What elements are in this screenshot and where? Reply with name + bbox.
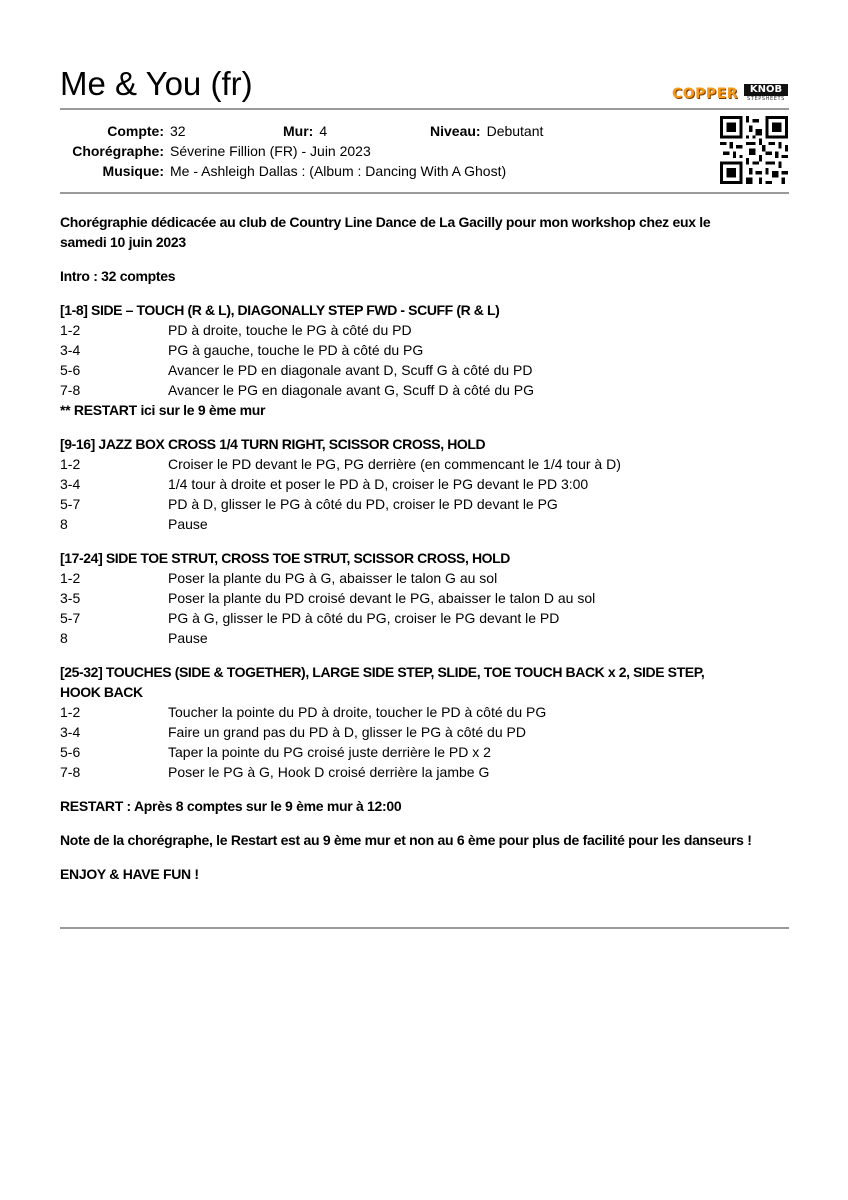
step-row xyxy=(60,380,790,400)
intro-count: Intro : 32 comptes xyxy=(60,268,176,284)
step-count: 5-6 xyxy=(60,744,81,760)
meta-count xyxy=(60,121,186,141)
step-description: Avancer le PD en diagonale avant D, Scuff G à côté du PD xyxy=(168,362,533,378)
restart-summary: RESTART : Après 8 comptes sur le 9 ème mur à 12:00 xyxy=(60,798,402,814)
step-row xyxy=(60,702,790,722)
meta-level xyxy=(430,121,543,141)
step-row xyxy=(60,360,790,380)
step-description: PG à G, glisser le PD à côté du PG, croiser le PG devant le PD xyxy=(168,610,560,626)
logo-secondary-text: KNOB xyxy=(744,84,788,96)
step-row xyxy=(60,454,790,474)
step-row xyxy=(60,340,790,360)
restart-note: ** RESTART ici sur le 9 ème mur xyxy=(60,402,266,418)
step-count: 5-7 xyxy=(60,496,81,512)
step-row xyxy=(60,568,790,588)
step-row xyxy=(60,474,790,494)
step-count: 1-2 xyxy=(60,322,81,338)
step-description: Avancer le PG en diagonale avant G, Scuff D à côté du PG xyxy=(168,382,535,398)
step-count: 3-4 xyxy=(60,342,81,358)
step-description: Poser la plante du PG à G, abaisser le talon G au sol xyxy=(168,570,498,586)
step-row xyxy=(60,742,790,762)
step-count: 7-8 xyxy=(60,764,81,780)
copperknob-logo[interactable] xyxy=(672,84,788,104)
step-row xyxy=(60,722,790,742)
step-count: 1-2 xyxy=(60,570,81,586)
page-title: Me & You (fr) xyxy=(60,65,253,102)
step-count: 8 xyxy=(60,630,68,646)
enjoy-message: ENJOY & HAVE FUN ! xyxy=(60,866,199,882)
level-label: Niveau: xyxy=(430,123,481,139)
level-value: Debutant xyxy=(486,123,544,139)
choreographer-label: Chorégraphe: xyxy=(72,143,164,159)
logo-tagline: STEPSHEETS xyxy=(747,96,785,102)
step-description: 1/4 tour à droite et poser le PD à D, croiser le PG devant le PD 3:00 xyxy=(168,476,589,492)
step-description: Taper la pointe du PG croisé juste derrière le PD x 2 xyxy=(168,744,491,760)
footer-divider xyxy=(60,927,789,929)
step-description: Toucher la pointe du PD à droite, toucher le PD à côté du PG xyxy=(168,704,547,720)
step-row xyxy=(60,320,790,340)
step-row xyxy=(60,628,790,648)
step-description: Poser le PG à G, Hook D croisé derrière la jambe G xyxy=(168,764,490,780)
step-count: 1-2 xyxy=(60,456,81,472)
section-title: [25-32] TOUCHES (SIDE & TOGETHER), LARGE SIDE STEP, SLIDE, TOE TOUCH BACK x 2, SIDE STEP, xyxy=(60,664,705,680)
choreographer-note: Note de la chorégraphe, le Restart est au 9 ème mur et non au 6 ème pour plus de facilité pour les danseurs ! xyxy=(60,832,752,848)
step-row xyxy=(60,588,790,608)
step-description: Faire un grand pas du PD à D, glisser le PG à côté du PD xyxy=(168,724,526,740)
section-title: [17-24] SIDE TOE STRUT, CROSS TOE STRUT, SCISSOR CROSS, HOLD xyxy=(60,550,511,566)
step-description: Pause xyxy=(168,516,208,532)
dedication-line-1: Chorégraphie dédicacée au club de Country Line Dance de La Gacilly pour mon workshop chez eux le xyxy=(60,214,711,230)
count-value: 32 xyxy=(170,123,186,139)
section-title: [9-16] JAZZ BOX CROSS 1/4 TURN RIGHT, SCISSOR CROSS, HOLD xyxy=(60,436,486,452)
step-row xyxy=(60,762,790,782)
header-divider xyxy=(60,108,789,110)
step-count: 1-2 xyxy=(60,704,81,720)
step-description: PD à droite, touche le PG à côté du PD xyxy=(168,322,412,338)
meta-music xyxy=(60,161,506,181)
step-count: 7-8 xyxy=(60,382,81,398)
music-label: Musique: xyxy=(102,163,164,179)
step-count: 3-4 xyxy=(60,476,81,492)
step-count: 3-5 xyxy=(60,590,81,606)
step-description: Poser la plante du PD croisé devant le PG, abaisser le talon D au sol xyxy=(168,590,596,606)
section-title-continued: HOOK BACK xyxy=(60,684,143,700)
dedication-line-2: samedi 10 juin 2023 xyxy=(60,234,186,250)
step-row xyxy=(60,494,790,514)
step-description: Croiser le PD devant le PG, PG derrière (en commencant le 1/4 tour à D) xyxy=(168,456,621,472)
step-count: 8 xyxy=(60,516,68,532)
step-row xyxy=(60,608,790,628)
step-count: 5-7 xyxy=(60,610,81,626)
meta-wall xyxy=(283,121,327,141)
stepsheet-body xyxy=(60,212,790,884)
music-value: Me - Ashleigh Dallas : (Album : Dancing With A Ghost) xyxy=(170,163,507,179)
logo-primary-text: COPPER xyxy=(672,86,739,102)
section-title: [1-8] SIDE – TOUCH (R & L), DIAGONALLY STEP FWD - SCUFF (R & L) xyxy=(60,302,500,318)
step-description: Pause xyxy=(168,630,208,646)
meta-choreographer xyxy=(60,141,371,161)
wall-value: 4 xyxy=(319,123,328,139)
qr-code-icon[interactable] xyxy=(720,116,788,184)
step-count: 5-6 xyxy=(60,362,81,378)
step-description: PG à gauche, touche le PD à côté du PG xyxy=(168,342,424,358)
choreographer-value: Séverine Fillion (FR) - Juin 2023 xyxy=(170,143,371,159)
step-description: PD à D, glisser le PG à côté du PD, croiser le PD devant le PG xyxy=(168,496,558,512)
step-count: 3-4 xyxy=(60,724,81,740)
meta-divider xyxy=(60,192,789,194)
count-label: Compte: xyxy=(107,123,164,139)
wall-label: Mur: xyxy=(283,123,314,139)
step-row xyxy=(60,514,790,534)
